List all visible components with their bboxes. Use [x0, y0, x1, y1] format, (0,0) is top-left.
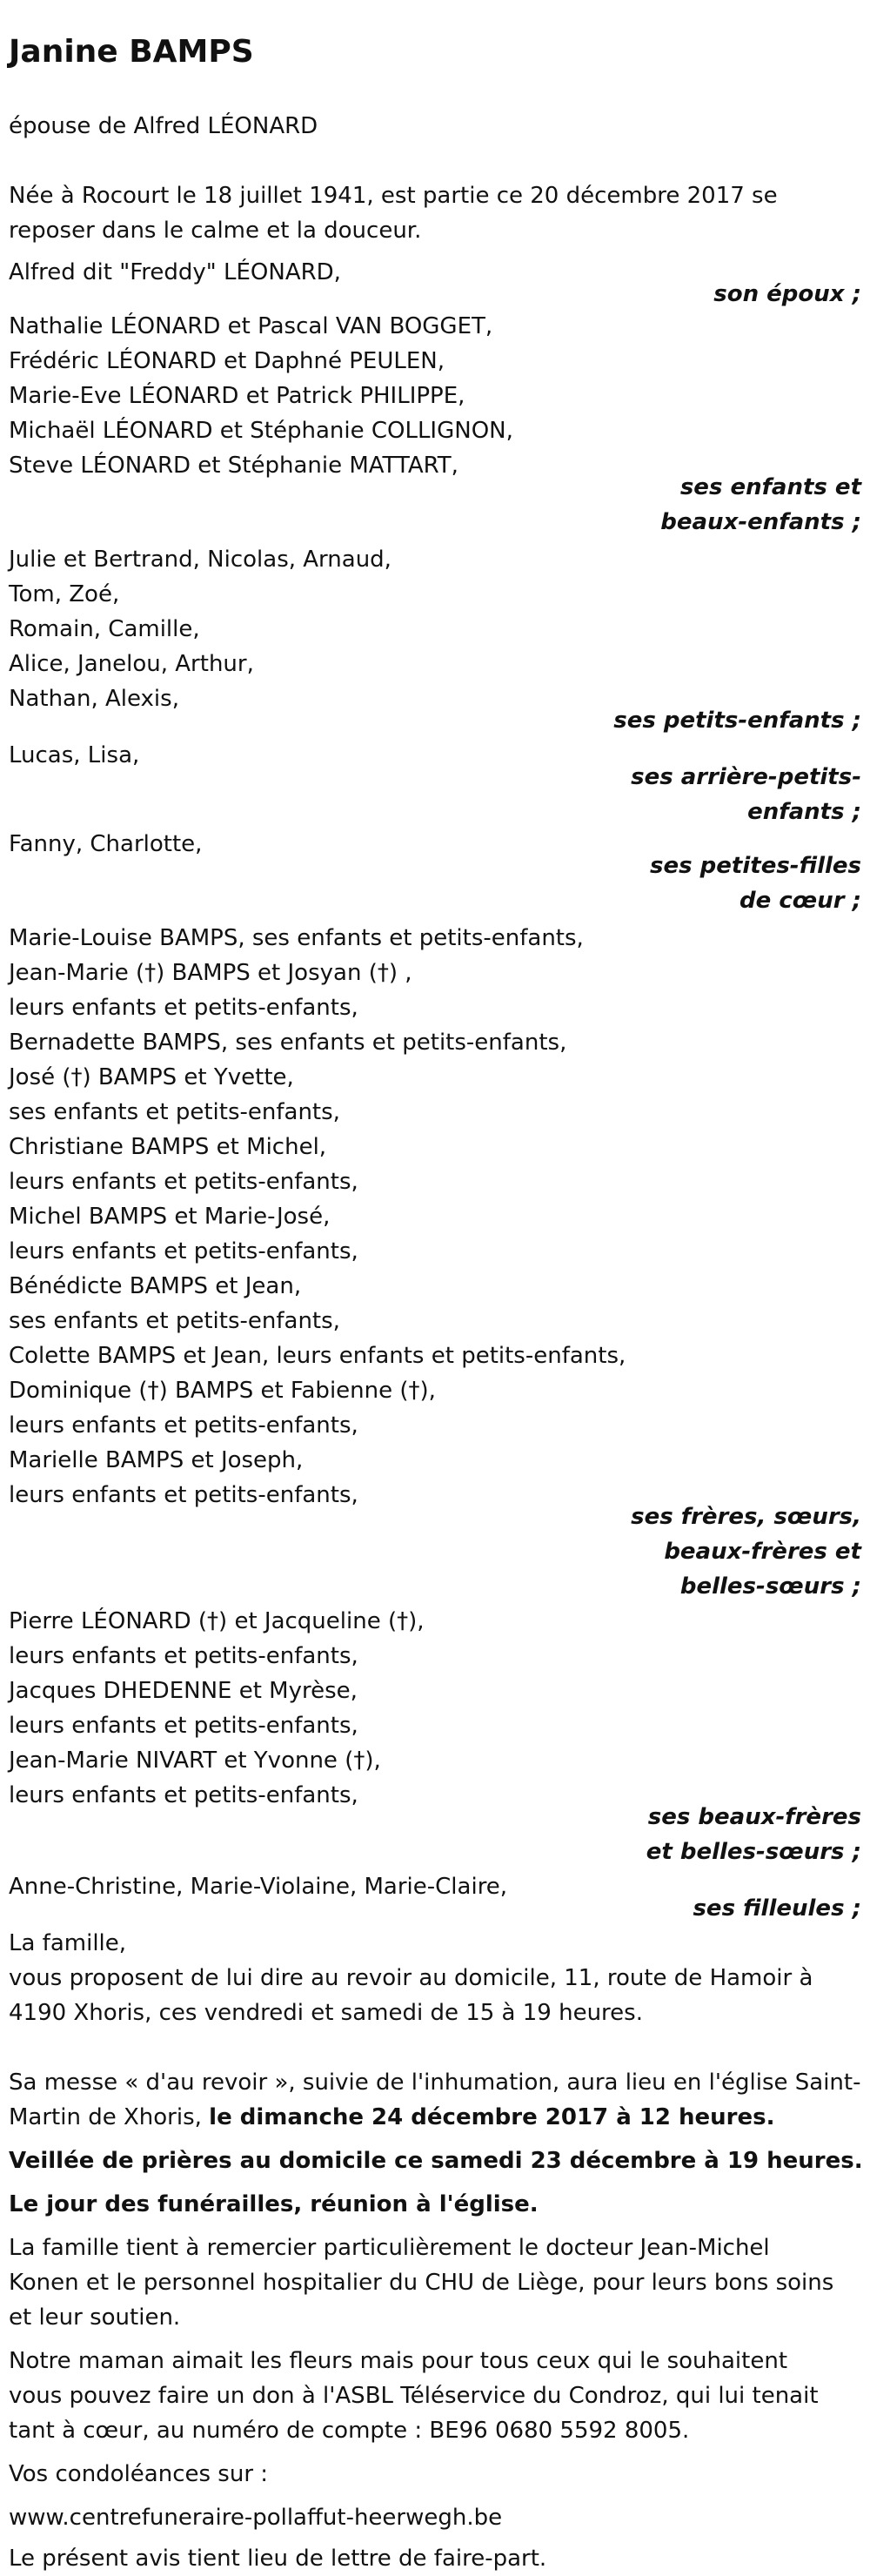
thanks-line: La famille tient à remercier particulièrement le docteur Jean-Michel [9, 2235, 770, 2261]
family-member-line: leurs enfants et petits-enfants, [9, 1412, 358, 1439]
family-member-line: leurs enfants et petits-enfants, [9, 1713, 358, 1739]
family-member-line: Alfred dit "Freddy" LÉONARD, [9, 259, 341, 285]
flowers-line: Notre maman aimait les fleurs mais pour tous ceux qui le souhaitent [9, 2348, 788, 2374]
family-member-line: Steve LÉONARD et Stéphanie MATTART, [9, 453, 458, 479]
relation-label: ses filleules ; [693, 1895, 861, 1922]
family-member-line: José (†) BAMPS et Yvette, [9, 1064, 294, 1090]
mass-date: le dimanche 24 décembre 2017 à 12 heures. [209, 2104, 775, 2130]
relation-label: son époux ; [713, 281, 861, 307]
family-member-line: leurs enfants et petits-enfants, [9, 1482, 358, 1508]
relation-label: ses beaux-frères [647, 1804, 861, 1830]
family-member-line: Marie-Louise BAMPS, ses enfants et petits-enfants, [9, 925, 584, 951]
intro-line-2: reposer dans le calme et la douceur. [9, 218, 422, 244]
thanks-line: et leur soutien. [9, 2304, 181, 2331]
family-member-line: leurs enfants et petits-enfants, [9, 1169, 358, 1195]
family-member-line: Fanny, Charlotte, [9, 831, 203, 857]
family-member-line: leurs enfants et petits-enfants, [9, 1782, 358, 1808]
family-member-line: Bénédicte BAMPS et Jean, [9, 1273, 302, 1299]
family-member-line: leurs enfants et petits-enfants, [9, 1238, 358, 1265]
family-member-line: Colette BAMPS et Jean, leurs enfants et petits-enfants, [9, 1343, 626, 1369]
intro-line-1: Née à Rocourt le 18 juillet 1941, est partie ce 20 décembre 2017 se [9, 183, 778, 209]
relation-label: enfants ; [747, 799, 861, 825]
family-member-line: Christiane BAMPS et Michel, [9, 1134, 327, 1160]
relation-label: belles-sœurs ; [679, 1573, 861, 1600]
family-member-line: Marie-Eve LÉONARD et Patrick PHILIPPE, [9, 383, 465, 409]
relation-label: ses petits-enfants ; [613, 708, 861, 734]
family-member-line: Michaël LÉONARD et Stéphanie COLLIGNON, [9, 418, 513, 444]
flowers-line: vous pouvez faire un don à l'ASBL Téléservice du Condroz, qui lui tenait [9, 2383, 819, 2409]
closing-note: Le présent avis tient lieu de lettre de faire-part. [9, 2546, 547, 2572]
family-invite-line: vous proposent de lui dire au revoir au domicile, 11, route de Hamoir à [9, 1965, 813, 1991]
family-member-line: Jacques DHEDENNE et Myrèse, [9, 1678, 358, 1704]
family-member-line: Nathan, Alexis, [9, 686, 179, 712]
family-invite-line: La famille, [9, 1930, 127, 1956]
mass-line-1: Sa messe « d'au revoir », suivie de l'inhumation, aura lieu en l'église Saint- [9, 2070, 861, 2096]
condolences-label: Vos condoléances sur : [9, 2461, 269, 2487]
relation-label: beaux-enfants ; [660, 509, 861, 535]
family-member-line: Michel BAMPS et Marie-José, [9, 1204, 331, 1230]
family-member-line: Pierre LÉONARD (†) et Jacqueline (†), [9, 1608, 425, 1634]
family-member-line: Marielle BAMPS et Joseph, [9, 1447, 304, 1473]
family-member-line: Romain, Camille, [9, 616, 200, 642]
family-member-line: Jean-Marie (†) BAMPS et Josyan (†) , [9, 960, 412, 986]
mass-location: Martin de Xhoris, [9, 2104, 210, 2130]
family-member-line: Dominique (†) BAMPS et Fabienne (†), [9, 1378, 436, 1404]
relation-label: ses arrière-petits- [631, 764, 861, 790]
relation-label: beaux-frères et [664, 1539, 861, 1565]
family-member-line: leurs enfants et petits-enfants, [9, 1643, 358, 1669]
family-member-line: Bernadette BAMPS, ses enfants et petits-enfants, [9, 1030, 567, 1056]
relation-label: de cœur ; [740, 888, 861, 914]
family-member-line: ses enfants et petits-enfants, [9, 1099, 340, 1125]
relation-label: ses frères, sœurs, [631, 1504, 861, 1530]
family-member-line: Tom, Zoé, [9, 581, 120, 607]
vigil-notice: Veillée de prières au domicile ce samedi 23 décembre à 19 heures. [9, 2148, 863, 2174]
family-member-line: leurs enfants et petits-enfants, [9, 995, 358, 1021]
family-member-line: ses enfants et petits-enfants, [9, 1308, 340, 1334]
deceased-name: Janine BAMPS [9, 34, 254, 70]
family-member-line: Jean-Marie NIVART et Yvonne (†), [9, 1748, 381, 1774]
thanks-line: Konen et le personnel hospitalier du CHU de Liège, pour leurs bons soins [9, 2270, 834, 2296]
spouse-line: épouse de Alfred LÉONARD [9, 113, 318, 139]
relation-label: ses enfants et [679, 474, 861, 500]
family-invite-line: 4190 Xhoris, ces vendredi et samedi de 15 à 19 heures. [9, 2000, 643, 2026]
relation-label: ses petites-filles [650, 853, 861, 879]
family-member-line: Frédéric LÉONARD et Daphné PEULEN, [9, 348, 445, 374]
flowers-line: tant à cœur, au numéro de compte : BE96 0680 5592 8005. [9, 2418, 690, 2444]
family-member-line: Nathalie LÉONARD et Pascal VAN BOGGET, [9, 313, 493, 339]
family-member-line: Julie et Bertrand, Nicolas, Arnaud, [9, 547, 392, 573]
family-member-line: Alice, Janelou, Arthur, [9, 651, 254, 677]
funeral-meeting-notice: Le jour des funérailles, réunion à l'église. [9, 2191, 539, 2217]
family-member-line: Anne-Christine, Marie-Violaine, Marie-Claire, [9, 1874, 508, 1900]
mass-line-2 [9, 2100, 775, 2135]
funeral-home-website[interactable]: www.centrefuneraire-pollaffut-heerwegh.be [9, 2505, 503, 2531]
family-member-line: Lucas, Lisa, [9, 742, 140, 768]
relation-label: et belles-sœurs ; [646, 1839, 861, 1865]
